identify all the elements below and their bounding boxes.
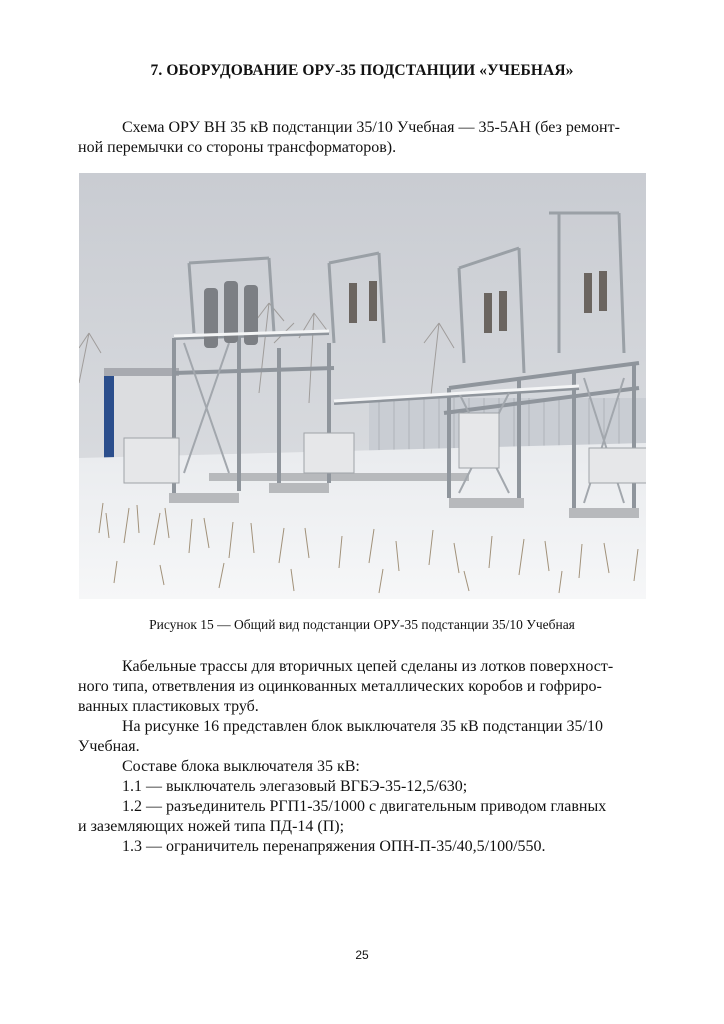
list-item-1-1: 1.1 — выключатель элегазовый ВГБЭ-35-12,5/630; bbox=[122, 778, 468, 795]
para2-line-1: На рисунке 16 представлен блок выключателя 35 кВ подстанции 35/10 bbox=[122, 718, 603, 735]
para3: Составе блока выключателя 35 кВ: bbox=[122, 758, 360, 775]
substation-photo bbox=[79, 173, 646, 599]
page-number: 25 bbox=[355, 948, 369, 962]
para2-line-2: Учебная. bbox=[78, 738, 140, 755]
list-item-1-2-line-2: и заземляющих ножей типа ПД-14 (П); bbox=[78, 818, 345, 835]
para1-line-2: ного типа, ответвления из оцинкованных металлических коробов и гофриро- bbox=[78, 678, 602, 695]
para1-line-1: Кабельные трассы для вторичных цепей сделаны из лотков поверхност- bbox=[122, 658, 614, 675]
intro-line-1: Схема ОРУ ВН 35 кВ подстанции 35/10 Учебная — 35-5АН (без ремонт- bbox=[122, 119, 620, 136]
figure-caption: Рисунок 15 — Общий вид подстанции ОРУ-35 подстанции 35/10 Учебная bbox=[149, 617, 575, 632]
para1-line-3: ванных пластиковых труб. bbox=[78, 698, 259, 715]
section-heading: 7. ОБОРУДОВАНИЕ ОРУ-35 ПОДСТАНЦИИ «УЧЕБНАЯ» bbox=[150, 62, 574, 79]
list-item-1-3: 1.3 — ограничитель перенапряжения ОПН-П-35/40,5/100/550. bbox=[122, 838, 546, 855]
list-item-1-2-line-1: 1.2 — разъединитель РГП1-35/1000 с двигательным приводом главных bbox=[122, 798, 607, 815]
intro-line-2: ной перемычки со стороны трансформаторов). bbox=[78, 139, 397, 156]
